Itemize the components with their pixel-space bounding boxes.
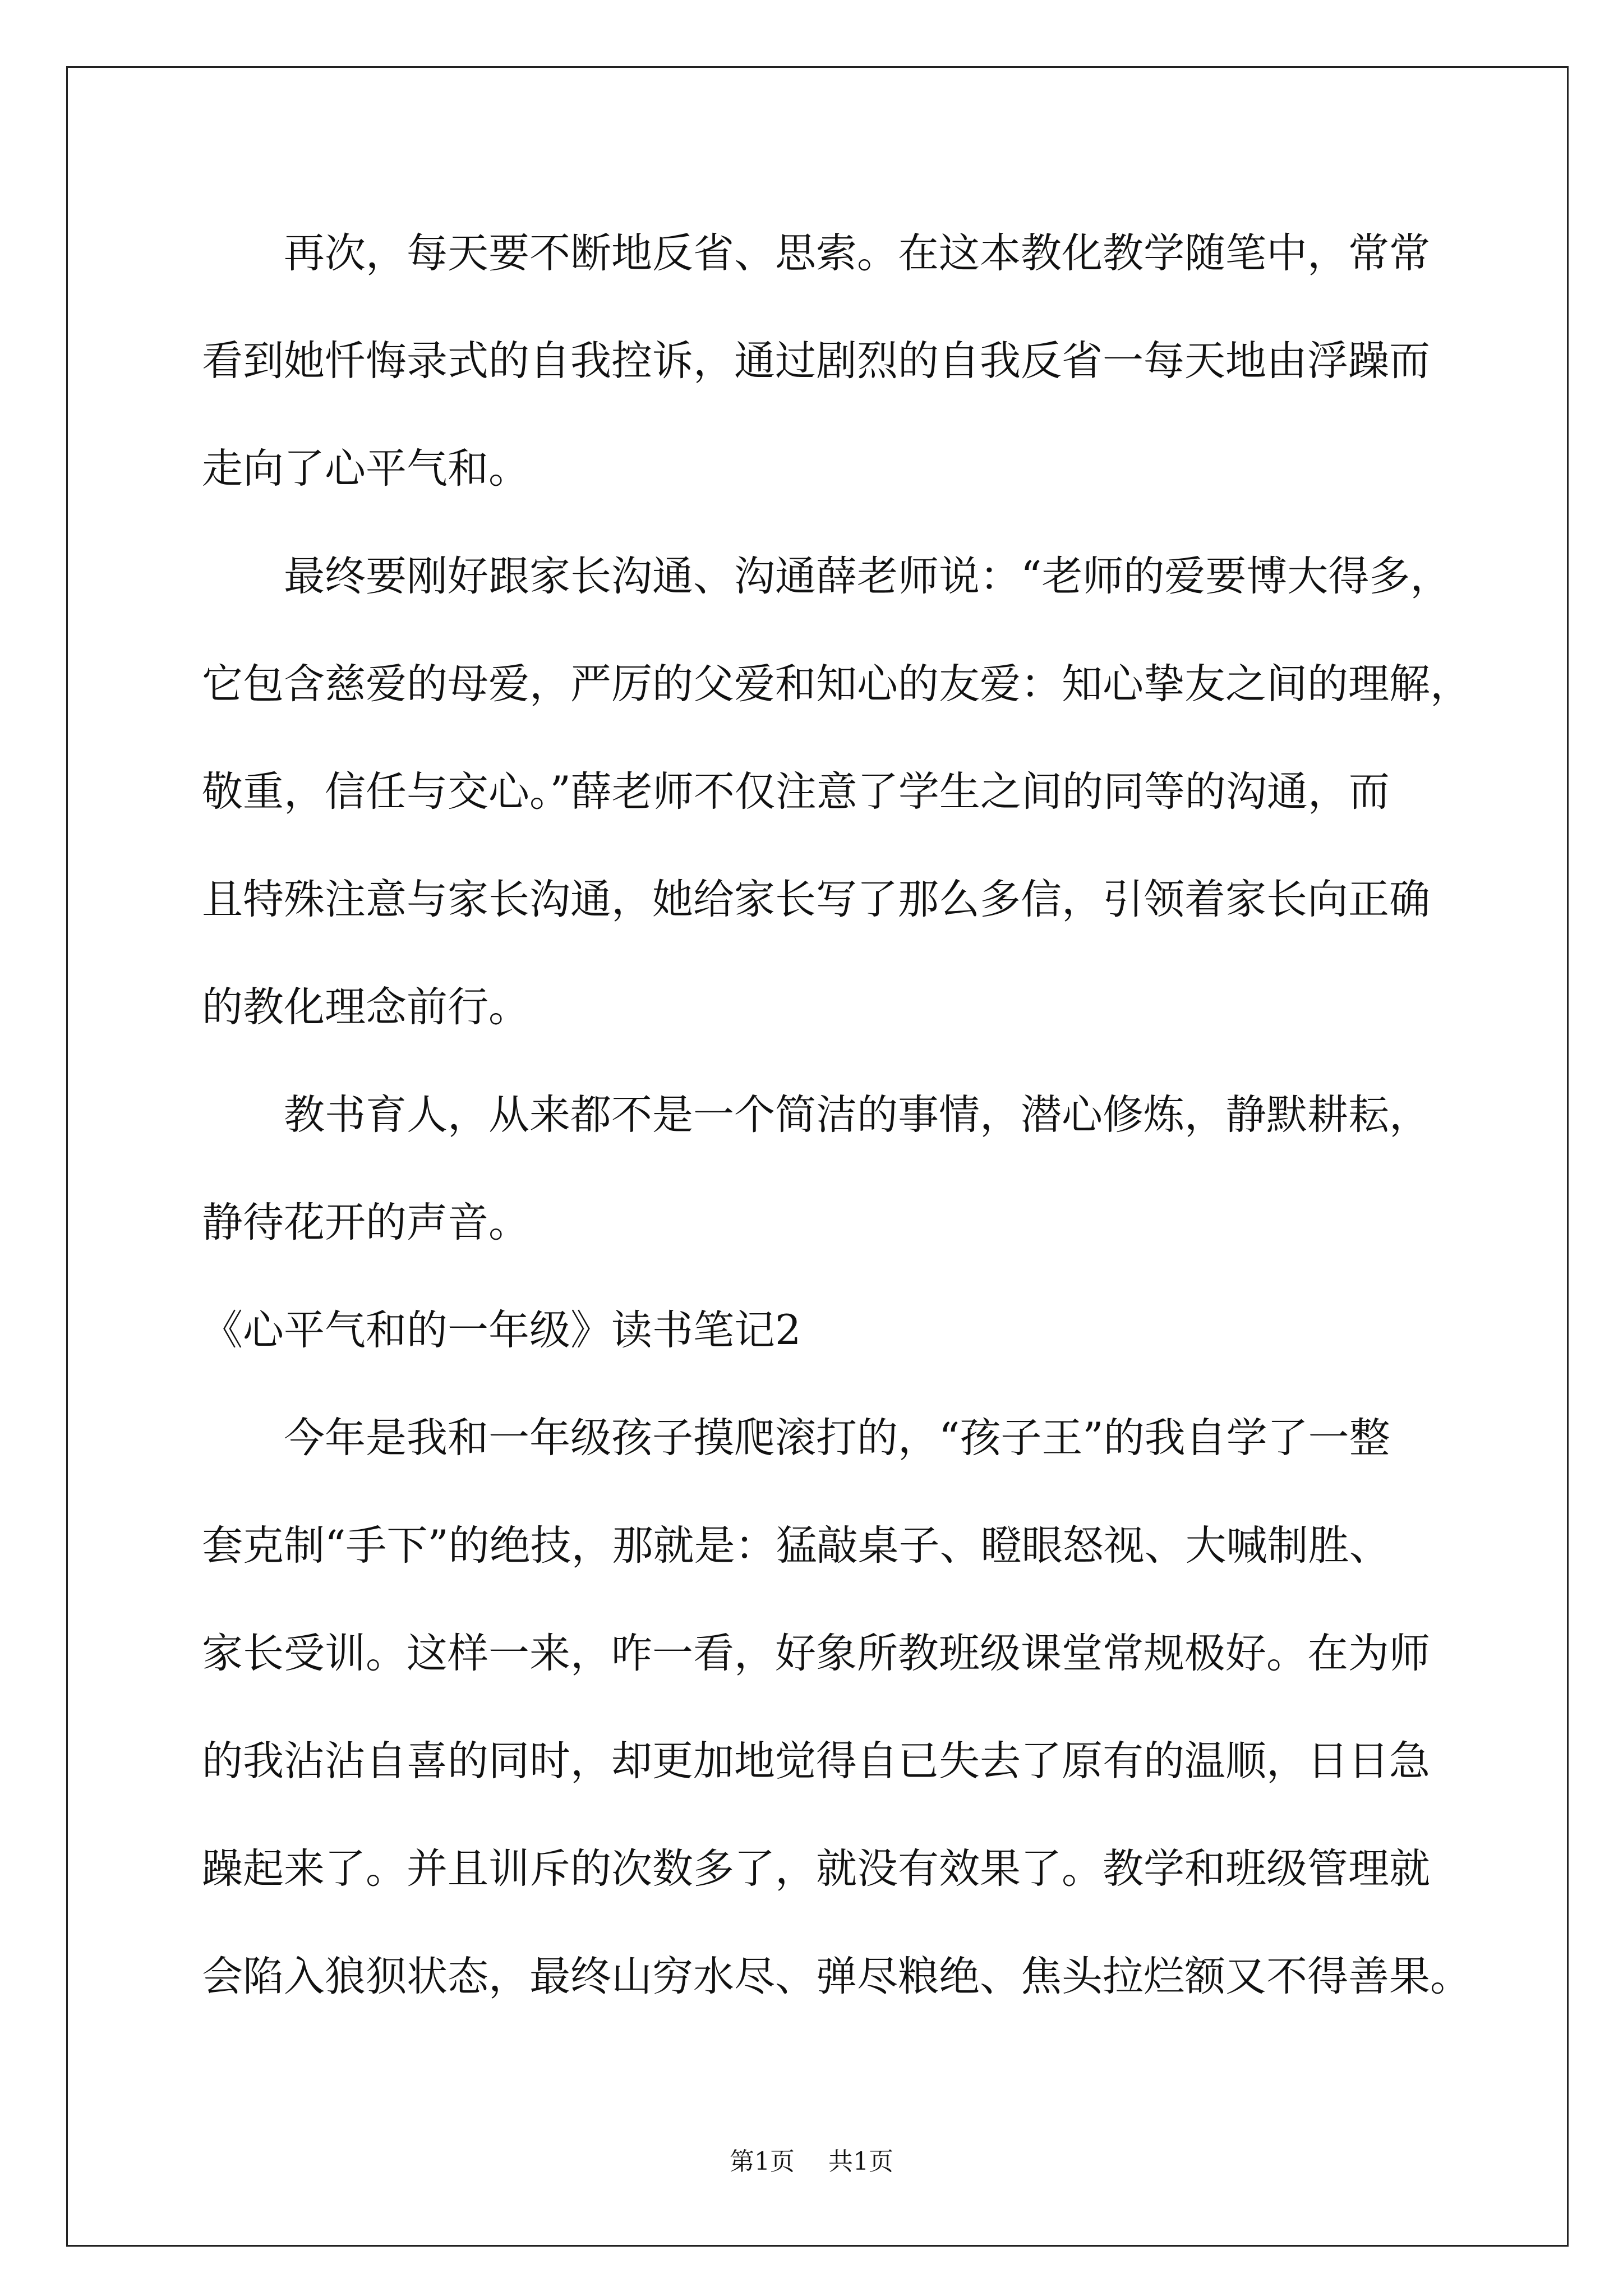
paragraph-line: 看到她忏悔录式的自我控诉，通过剧烈的自我反省一每天地由浮躁而 — [202, 337, 1430, 385]
paragraph-line: 最终要刚好跟家长沟通、沟通薛老师说：“老师的爱要博大得多， — [284, 553, 1451, 600]
paragraph-line: 走向了心平气和。 — [202, 445, 529, 493]
paragraph-line: 的我沾沾自喜的同时，却更加地觉得自已失去了原有的温顺，日日急 — [202, 1737, 1430, 1785]
paragraph-line: 套克制“手下”的绝技，那就是：猛敲桌子、瞪眼怒视、大喊制胜、 — [202, 1522, 1390, 1570]
paragraph — [202, 1061, 1492, 1277]
page-total: 共1页 — [828, 2147, 893, 2176]
paragraph-line: 躁起来了。并且训斥的次数多了，就没有效果了。教学和班级管理就 — [202, 1845, 1430, 1893]
paragraph — [202, 200, 1492, 523]
paragraph-line: 家长受训。这样一来，咋一看，好象所教班级课堂常规极好。在为师 — [202, 1630, 1430, 1677]
paragraph-line: 静待花开的声音。 — [202, 1199, 529, 1246]
document-body — [202, 200, 1492, 2031]
paragraph — [202, 1384, 1492, 2031]
paragraph-line: 教书育人，从来都不是一个简洁的事情，潜心修炼，静默耕耘， — [284, 1091, 1430, 1139]
paragraph-line: 敬重，信任与交心。”薛老师不仅注意了学生之间的同等的沟通，而 — [202, 768, 1390, 816]
paragraph-line: 会陷入狼狈状态，最终山穷水尽、弹尽粮绝、焦头拉烂额又不得善果。 — [202, 1953, 1471, 2000]
paragraph — [202, 523, 1492, 1061]
paragraph-line: 的教化理念前行。 — [202, 983, 529, 1031]
page-number: 第1页 — [730, 2147, 795, 2176]
paragraph-line: 今年是我和一年级孩子摸爬滚打的，“孩子王”的我自学了一整 — [284, 1414, 1390, 1462]
paragraph-line: 再次，每天要不断地反省、思索。在这本教化教学随笔中，常常 — [284, 229, 1430, 277]
page-footer — [0, 2146, 1623, 2178]
paragraph-line: 且特殊注意与家长沟通，她给家长写了那么多信，引领着家长向正确 — [202, 876, 1430, 923]
paragraph-line: 它包含慈爱的母爱，严厉的父爱和知心的友爱：知心挚友之间的理解， — [202, 660, 1471, 708]
section-heading: 《心平气和的一年级》读书笔记2 — [202, 1306, 801, 1354]
